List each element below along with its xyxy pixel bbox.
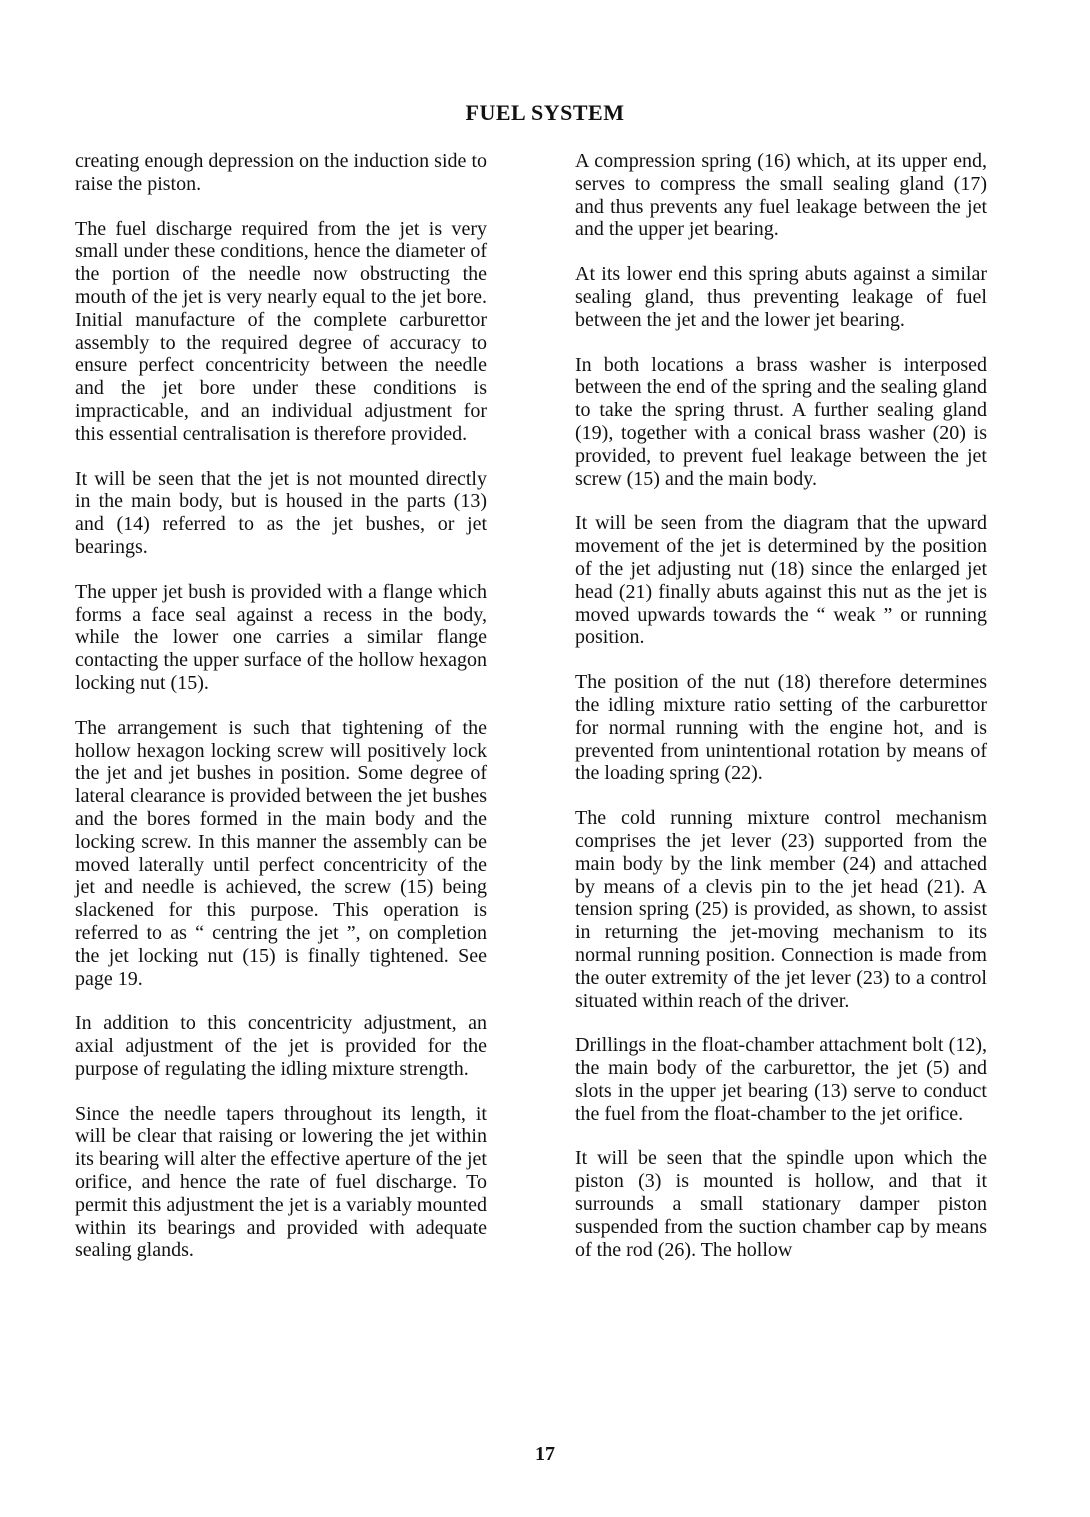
paragraph: Since the needle tapers throughout its length, it will be clear that raising or lowering the jet within its bearing will alter the effective aperture of the jet orifice, and hence the rate of fuel discharge. To permit this adjustment the jet is a variably mounted within its bearings and provided with adequate sealing glands.	[75, 1102, 487, 1262]
paragraph: The position of the nut (18) therefore determines the idling mixture ratio setting of the carburettor for normal running with the engine hot, and is prevented from unintentional rotation by means of the loading spring (22).	[575, 671, 987, 785]
paragraph: Drillings in the float-chamber attachment bolt (12), the main body of the carburettor, the jet (5) and slots in the upper jet bearing (13) serve to conduct the fuel from the float-chamber to the jet orifice.	[575, 1034, 987, 1125]
paragraph: The fuel discharge required from the jet is very small under these conditions, hence the diameter of the portion of the needle now obstructing the mouth of the jet is very nearly equal to the jet bore. Initial manufacture of the complete carburettor assembly to the required degree of accuracy to ensure perfect concentricity between the needle and the jet bore under these conditions is impracticable, and an individual adjustment for this essential centralisation is therefore provided.	[75, 217, 487, 445]
paragraph: At its lower end this spring abuts against a similar sealing gland, thus preventing leakage of fuel between the jet and the lower jet bearing.	[575, 263, 987, 331]
left-column	[75, 150, 487, 1284]
paragraph: It will be seen that the spindle upon which the piston (3) is mounted is hollow, and that it surrounds a small stationary damper piston suspended from the suction chamber cap by means of the rod (26). The hollow	[575, 1147, 987, 1261]
paragraph: In addition to this concentricity adjustment, an axial adjustment of the jet is provided for the purpose of regulating the idling mixture strength.	[75, 1012, 487, 1080]
page-title: FUEL SYSTEM	[465, 100, 625, 125]
paragraph: In both locations a brass washer is interposed between the end of the spring and the sealing gland to take the spring thrust. A further sealing gland (19), together with a conical brass washer (20) is provided, to prevent fuel leakage between the jet screw (15) and the main body.	[575, 353, 987, 490]
paragraph: It will be seen that the jet is not mounted directly in the main body, but is housed in the parts (13) and (14) referred to as the jet bushes, or jet bearings.	[75, 467, 487, 558]
paragraph: The upper jet bush is provided with a flange which forms a face seal against a recess in the body, while the lower one carries a similar flange contacting the upper surface of the hollow hexagon locking nut (15).	[75, 580, 487, 694]
page-number: 17	[535, 1443, 555, 1465]
paragraph: A compression spring (16) which, at its upper end, serves to compress the small sealing gland (17) and thus prevents any fuel leakage between the jet and the upper jet bearing.	[575, 150, 987, 241]
paragraph: It will be seen from the diagram that the upward movement of the jet is determined by the position of the jet adjusting nut (18) since the enlarged jet head (21) finally abuts against this nut as the jet is moved upwards towards the “ weak ” or running position.	[575, 512, 987, 649]
paragraph: The arrangement is such that tightening of the hollow hexagon locking screw will positively lock the jet and jet bushes in position. Some degree of lateral clearance is provided between the jet bushes and the bores formed in the main body and the locking screw. In this manner the assembly can be moved laterally until perfect concentricity of the jet and needle is achieved, the screw (15) being slackened for this purpose. This operation is referred to as “ centring the jet ”, on completion the jet locking nut (15) is finally tightened. See page 19.	[75, 716, 487, 990]
paragraph: The cold running mixture control mechanism comprises the jet lever (23) supported from the main body by the link member (24) and attached by means of a clevis pin to the jet head (21). A tension spring (25) is provided, as shown, to assist in returning the jet-moving mechanism to its normal running position. Connection is made from the outer extremity of the jet lever (23) to a control situated within reach of the driver.	[575, 807, 987, 1012]
right-column	[575, 150, 987, 1283]
paragraph: creating enough depression on the induction side to raise the piston.	[75, 150, 487, 195]
